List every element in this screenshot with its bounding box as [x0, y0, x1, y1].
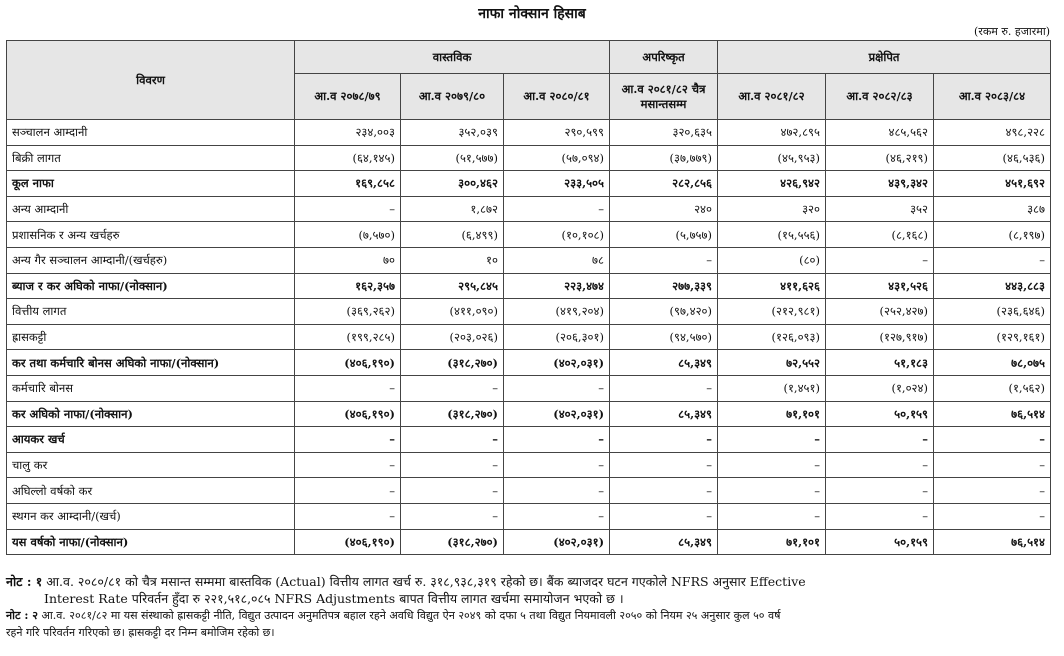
cell-value: १० [401, 247, 504, 273]
table-row [7, 299, 1051, 325]
header-year: आ.व २०८२/८३ [826, 74, 934, 120]
cell-value: (४०६,१९०) [295, 529, 401, 555]
cell-value: – [401, 478, 504, 504]
cell-value: (२३६,६४६) [934, 299, 1051, 325]
cell-value: (१२७,९१७) [826, 324, 934, 350]
cell-value: (४६,५३६) [934, 145, 1051, 171]
cell-value: ७६,५१४ [934, 401, 1051, 427]
cell-value: ७२,५५२ [718, 350, 826, 376]
cell-value: (२५२,४२७) [826, 299, 934, 325]
note-2-line2: रहने गरि परिवर्तन गरिएको छ। ह्रासकट्टी दर निम्न बमोजिम रहेको छ। [6, 626, 275, 639]
cell-value: – [826, 503, 934, 529]
cell-value: – [504, 375, 610, 401]
cell-value: – [718, 503, 826, 529]
cell-value: – [504, 196, 610, 222]
cell-value: (४०२,०३१) [504, 529, 610, 555]
cell-value: (६,४९९) [401, 222, 504, 248]
cell-value: – [401, 452, 504, 478]
cell-value: ३८७ [934, 196, 1051, 222]
cell-value: (५,७५७) [610, 222, 718, 248]
cell-value: – [610, 375, 718, 401]
cell-value: (४०२,०३१) [504, 401, 610, 427]
cell-value: १६२,३५७ [295, 273, 401, 299]
cell-value: ४७२,८९५ [718, 120, 826, 146]
table-row [7, 375, 1051, 401]
row-label: कर्मचारि बोनस [7, 375, 295, 401]
cell-value: (३६९,२६२) [295, 299, 401, 325]
cell-value: (३१८,२७०) [401, 401, 504, 427]
cell-value: (१२६,०९३) [718, 324, 826, 350]
cell-value: ४५१,६९२ [934, 171, 1051, 197]
cell-value: (१,०२४) [826, 375, 934, 401]
cell-value: १६९,८५८ [295, 171, 401, 197]
header-group-unaudited: अपरिष्कृत [610, 41, 718, 74]
row-label: ह्रासकट्टी [7, 324, 295, 350]
cell-value: ५०,१५९ [826, 401, 934, 427]
table-row [7, 196, 1051, 222]
table-row [7, 529, 1051, 555]
table-row [7, 273, 1051, 299]
cell-value: – [934, 427, 1051, 453]
note-1 [6, 573, 1056, 607]
cell-value: – [295, 452, 401, 478]
cell-value: ५०,१५९ [826, 529, 934, 555]
header-group-actual: वास्तविक [295, 41, 610, 74]
cell-value: ७८ [504, 247, 610, 273]
table-row [7, 427, 1051, 453]
row-label: बिक्री लागत [7, 145, 295, 171]
header-group-projected: प्रक्षेपित [718, 41, 1051, 74]
cell-value: २४० [610, 196, 718, 222]
cell-value: ७६,५१४ [934, 529, 1051, 555]
cell-value: ३५२,०३९ [401, 120, 504, 146]
row-label: अन्य आम्दानी [7, 196, 295, 222]
header-year: आ.व २०७८/७९ [295, 74, 401, 120]
table-row [7, 324, 1051, 350]
cell-value: ३२०,६३५ [610, 120, 718, 146]
cell-value: – [401, 503, 504, 529]
note-1-line1: आ.व. २०८०/८१ को चैत्र मसान्त सम्ममा बास्तविक (Actual) वित्तीय लागत खर्च रु. ३१८,९३८,३१९ रहेको छ। बैंक ब्याजदर घटन गएकोले NFRS अनुसार Effective [46, 574, 806, 589]
row-label: कूल नाफा [7, 171, 295, 197]
cell-value: (८,१९७) [934, 222, 1051, 248]
note-2 [6, 607, 1056, 641]
cell-value: (९७,४२०) [610, 299, 718, 325]
table-row [7, 171, 1051, 197]
table-row [7, 145, 1051, 171]
cell-value: – [295, 196, 401, 222]
cell-value: १,८७२ [401, 196, 504, 222]
table-row [7, 503, 1051, 529]
cell-value: २८२,८५६ [610, 171, 718, 197]
cell-value: (५७,०९४) [504, 145, 610, 171]
cell-value: २२३,४७४ [504, 273, 610, 299]
cell-value: (१,४५१) [718, 375, 826, 401]
cell-value: (८,१६८) [826, 222, 934, 248]
cell-value: – [295, 427, 401, 453]
table-row [7, 478, 1051, 504]
header-year: आ.व २०८१/८२ चैत्र मसान्तसम्म [610, 74, 718, 120]
row-label: स्थगन कर आम्दानी/(खर्च) [7, 503, 295, 529]
table-row [7, 401, 1051, 427]
row-label: आयकर खर्च [7, 427, 295, 453]
cell-value: – [610, 247, 718, 273]
cell-value: – [295, 375, 401, 401]
header-year: आ.व २०७९/८० [401, 74, 504, 120]
profit-loss-table [6, 40, 1051, 555]
cell-value: ७० [295, 247, 401, 273]
cell-value: – [610, 427, 718, 453]
footnotes [6, 573, 1056, 641]
cell-value: (८०) [718, 247, 826, 273]
row-label: कर अघिको नाफा/(नोक्सान) [7, 401, 295, 427]
cell-value: ४८५,५६२ [826, 120, 934, 146]
cell-value: – [401, 427, 504, 453]
header-particulars: विवरण [7, 41, 295, 120]
cell-value: (४१९,२०४) [504, 299, 610, 325]
table-row [7, 452, 1051, 478]
header-year: आ.व २०८०/८१ [504, 74, 610, 120]
cell-value: २३३,५०५ [504, 171, 610, 197]
note-1-line2: Interest Rate परिवर्तन हुँदा रु २२१,५१८,०८५ NFRS Adjustments बापत वित्तीय लागत खर्चमा समायोजन भएको छ । [44, 591, 624, 606]
cell-value: – [504, 478, 610, 504]
page-title: नाफा नोक्सान हिसाब [478, 6, 586, 22]
cell-value: (१९९,२८५) [295, 324, 401, 350]
header-year: आ.व २०८३/८४ [934, 74, 1051, 120]
cell-value: (४५,९५३) [718, 145, 826, 171]
cell-value: – [826, 247, 934, 273]
cell-value: – [504, 503, 610, 529]
table-row [7, 247, 1051, 273]
cell-value: – [610, 503, 718, 529]
cell-value: (३१८,२७०) [401, 350, 504, 376]
cell-value: ८५,३४९ [610, 350, 718, 376]
cell-value: (४०२,०३१) [504, 350, 610, 376]
cell-value: २७७,३३९ [610, 273, 718, 299]
table-row [7, 222, 1051, 248]
cell-value: (३७,७७९) [610, 145, 718, 171]
cell-value: ४२६,९४२ [718, 171, 826, 197]
cell-value: – [295, 478, 401, 504]
cell-value: ३२० [718, 196, 826, 222]
cell-value: (४०६,१९०) [295, 401, 401, 427]
cell-value: (४११,०९०) [401, 299, 504, 325]
cell-value: – [610, 452, 718, 478]
cell-value: – [934, 247, 1051, 273]
cell-value: (४०६,१९०) [295, 350, 401, 376]
cell-value: ७१,१०१ [718, 529, 826, 555]
cell-value: ४३१,५२६ [826, 273, 934, 299]
cell-value: (२१२,९८१) [718, 299, 826, 325]
cell-value: ४११,६२६ [718, 273, 826, 299]
row-label: सञ्चालन आम्दानी [7, 120, 295, 146]
cell-value: (५१,५७७) [401, 145, 504, 171]
cell-value: ७८,०७५ [934, 350, 1051, 376]
cell-value: ४४३,८८३ [934, 273, 1051, 299]
cell-value: (१५,५५६) [718, 222, 826, 248]
cell-value: – [718, 478, 826, 504]
cell-value: – [295, 503, 401, 529]
cell-value: (१,५६२) [934, 375, 1051, 401]
cell-value: २९०,५९९ [504, 120, 610, 146]
cell-value: (१२९,१६१) [934, 324, 1051, 350]
cell-value: – [934, 452, 1051, 478]
cell-value: २९५,८४५ [401, 273, 504, 299]
cell-value: – [826, 452, 934, 478]
table-row [7, 120, 1051, 146]
cell-value: – [504, 452, 610, 478]
cell-value: (२०६,३०१) [504, 324, 610, 350]
row-label: कर तथा कर्मचारि बोनस अघिको नाफा/(नोक्सान) [7, 350, 295, 376]
unit-note: (रकम रु. हजारमा) [974, 25, 1050, 38]
cell-value: ५१,१८३ [826, 350, 934, 376]
row-label: वित्तीय लागत [7, 299, 295, 325]
cell-value: – [934, 503, 1051, 529]
row-label: यस वर्षको नाफा/(नोक्सान) [7, 529, 295, 555]
cell-value: (९४,५७०) [610, 324, 718, 350]
cell-value: ८५,३४९ [610, 529, 718, 555]
cell-value: २३४,००३ [295, 120, 401, 146]
note-2-prefix: नोट : २ [6, 609, 38, 622]
row-label: ब्याज र कर अघिको नाफा/(नोक्सान) [7, 273, 295, 299]
cell-value: (३१८,२७०) [401, 529, 504, 555]
cell-value: – [826, 478, 934, 504]
header-year: आ.व २०८१/८२ [718, 74, 826, 120]
cell-value: – [718, 452, 826, 478]
row-label: अन्य गैर सञ्चालन आम्दानी/(खर्चहरु) [7, 247, 295, 273]
row-label: अघिल्लो वर्षको कर [7, 478, 295, 504]
table-row [7, 350, 1051, 376]
cell-value: (२०३,०२६) [401, 324, 504, 350]
cell-value: ८५,३४९ [610, 401, 718, 427]
cell-value: (१०,१०८) [504, 222, 610, 248]
row-label: प्रशासनिक र अन्य खर्चहरु [7, 222, 295, 248]
cell-value: ७१,१०१ [718, 401, 826, 427]
cell-value: – [504, 427, 610, 453]
cell-value: – [718, 427, 826, 453]
note-1-prefix: नोट : १ [6, 574, 43, 589]
cell-value: (६४,१४५) [295, 145, 401, 171]
cell-value: (४६,२१९) [826, 145, 934, 171]
cell-value: ४३९,३४२ [826, 171, 934, 197]
note-2-line1: आ.व. २०८१/८२ मा यस संस्थाको ह्रासकट्टी नीति, विद्युत उत्पादन अनुमतिपत्र बहाल रहने अवधि विद्युत ऐन २०४९ को दफा ५ तथा विद्युत नियमावली २०५० को नियम २५ अनुसार कुल ५० वर्ष [41, 609, 781, 622]
cell-value: ४९८,२२८ [934, 120, 1051, 146]
cell-value: ३००,४६२ [401, 171, 504, 197]
cell-value: – [401, 375, 504, 401]
row-label: चालु कर [7, 452, 295, 478]
cell-value: ३५२ [826, 196, 934, 222]
cell-value: (७,५७०) [295, 222, 401, 248]
cell-value: – [610, 478, 718, 504]
cell-value: – [934, 478, 1051, 504]
cell-value: – [826, 427, 934, 453]
